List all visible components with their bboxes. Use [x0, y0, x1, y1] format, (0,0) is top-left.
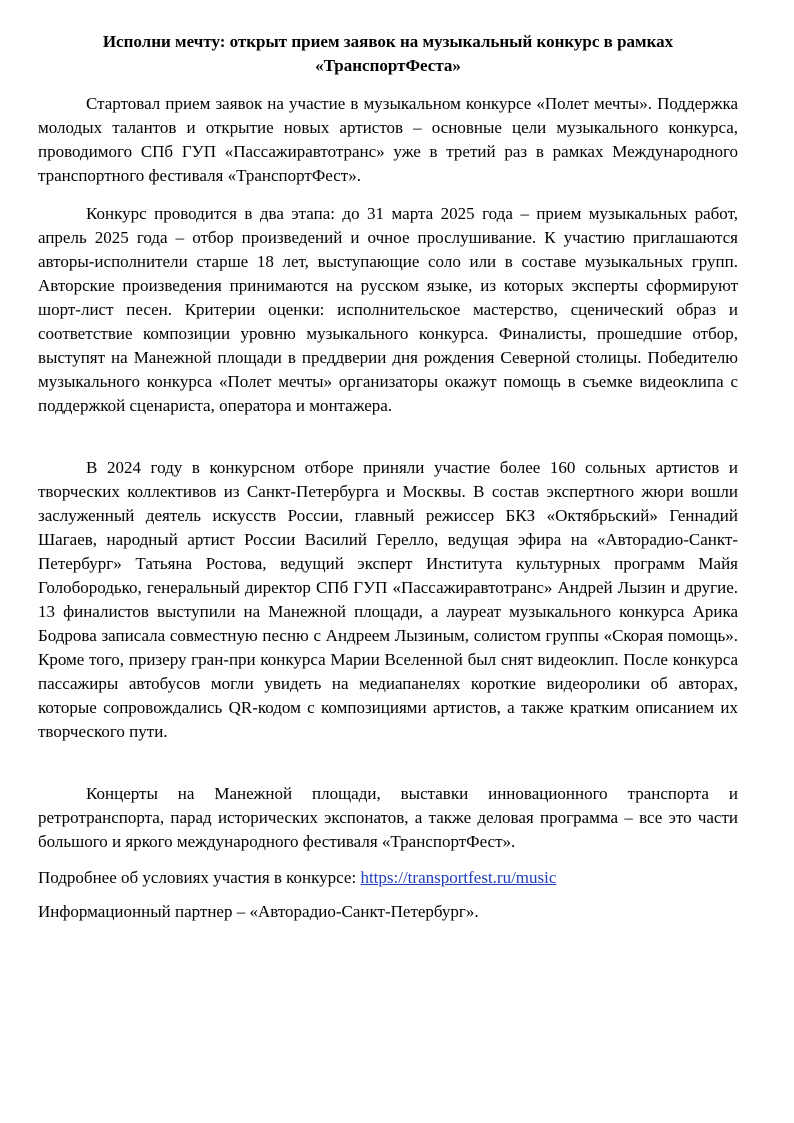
title-line-2: «ТранспортФеста»: [315, 56, 461, 75]
paragraph-intro: Стартовал прием заявок на участие в музыкальном конкурсе «Полет мечты». Поддержка молодых талантов и открытие новых артистов – основные цели музыкального конкурса, проводимого СПб ГУП «Пассажиравтотранс» уже в третий раз в рамках Международного транспортного фестиваля «ТранспортФест».: [38, 94, 738, 185]
more-info-line: [38, 866, 738, 890]
title-line-1: Исполни мечту: открыт прием заявок на музыкальный конкурс в рамках: [102, 32, 674, 51]
music-contest-link[interactable]: https://transportfest.ru/music: [360, 868, 557, 887]
document-title: [38, 30, 738, 78]
document-page: [38, 30, 738, 934]
paragraph-contest-stages: Конкурс проводится в два этапа: до 31 марта 2025 года – прием музыкальных работ, апрель 2025 года – отбор произведений и очное прослушивание. К участию приглашаются авторы-исполнители старше 18 лет, выступающие соло или в составе музыкальных групп. Авторские произведения принимаются на русском языке, из которых эксперты сформируют шорт-лист песен. Критерии оценки: исполнительское мастерство, сценический образ и соответствие композиции уровню музыкального конкурса. Финалисты, прошедшие отбор, выступят на Манежной площади в преддверии дня рождения Северной столицы. Победителю музыкального конкурса «Полет мечты» организаторы окажут помощь в съемке видеоклипа с поддержкой сценариста, оператора и монтажера.: [38, 204, 738, 415]
paragraph-2024-results: В 2024 году в конкурсном отборе приняли участие более 160 сольных артистов и творческих коллективов из Санкт-Петербурга и Москвы. В состав экспертного жюри вошли заслуженный деятель искусств России, главный режиссер БКЗ «Октябрьский» Геннадий Шагаев, народный артист России Василий Герелло, ведущая эфира на «Авторадио-Санкт-Петербург» Татьяна Ростова, ведущий эксперт Института культурных программ Майя Голобородько, генеральный директор СПб ГУП «Пассажиравтотранс» Андрей Лызин и другие. 13 финалистов выступили на Манежной площади, а лауреат музыкального конкурса Арика Бодрова записала совместную песню с Андреем Лызиным, солистом группы «Скорая помощь». Кроме того, призеру гран-при конкурса Марии Вселенной был снят видеоклип. После конкурса пассажиры автобусов могли увидеть на медиапанелях короткие видеоролики об авторах, которые сопровождались QR-кодом с композициями артистов, а также кратким описанием их творческого пути.: [38, 458, 738, 741]
info-partner-line: Информационный партнер – «Авторадио-Санкт-Петербург».: [38, 902, 479, 921]
paragraph-festival-summary: Концерты на Манежной площади, выставки инновационного транспорта и ретротранспорта, парад исторических экспонатов, а также деловая программа – все это части большого и яркого международного фестиваля «ТранспортФест».: [38, 784, 738, 851]
more-info-text: Подробнее об условиях участия в конкурсе:: [38, 868, 361, 887]
